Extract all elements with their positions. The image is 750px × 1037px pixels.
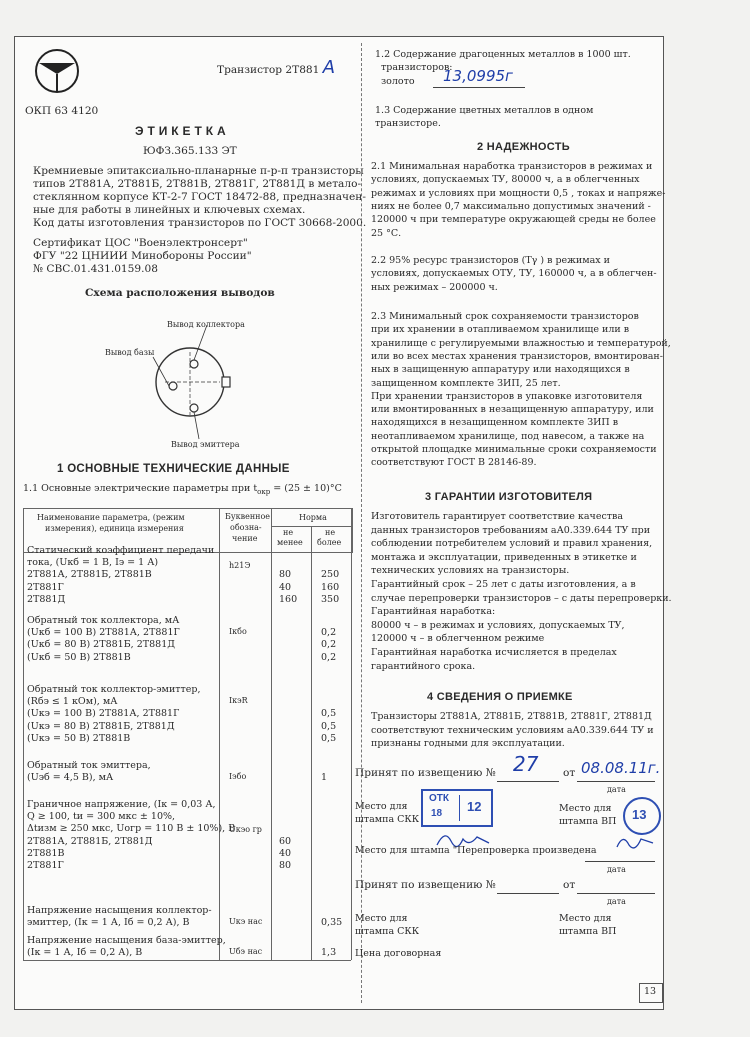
table-cell-min: 160 bbox=[279, 593, 298, 605]
table-cell-param: (Rбэ ≤ 1 кОм), мА bbox=[27, 696, 118, 708]
table-cell-param: Обратный ток коллектора, мА bbox=[27, 615, 180, 626]
text-line: При хранении транзисторов в упаковке изготовителя bbox=[371, 390, 643, 402]
table-cell-max: 0,5 bbox=[321, 720, 337, 732]
text-line: открытой площадке минимальные сроки сохраняемости bbox=[371, 444, 657, 455]
text-line: признаны годными для эксплуатации. bbox=[371, 738, 565, 750]
table-cell-symbol: Iэбо bbox=[229, 772, 247, 781]
doc-code: ЮФЗ.365.133 ЭТ bbox=[143, 145, 237, 157]
column-divider bbox=[361, 43, 362, 1003]
collector-label: Вывод коллектора bbox=[167, 320, 245, 329]
table-cell-max: 0,2 bbox=[321, 651, 337, 663]
otk-stamp: ОТК 18 12 bbox=[421, 789, 493, 827]
table-cell-param: (Uкб = 100 В) 2Т881А, 2Т881Г bbox=[27, 627, 180, 639]
section1-title: 1 ОСНОВНЫЕ ТЕХНИЧЕСКИЕ ДАННЫЕ bbox=[57, 463, 290, 475]
table-cell-param: Δtизм ≥ 250 мкс, Uогр = 110 В ± 10%), В bbox=[27, 823, 236, 835]
table-cell-max: 0,5 bbox=[321, 732, 337, 744]
table-cell-param: Обратный ток эмиттера, bbox=[27, 760, 151, 771]
product-name: Транзистор 2Т881 А bbox=[217, 57, 336, 78]
text-line: 2.3 Минимальный срок сохраняемости транзисторов bbox=[371, 311, 639, 322]
text-line: условиях, допускаемых ТУ, 80000 ч, а в облегченных bbox=[371, 174, 640, 186]
page-title: Э Т И К Е Т К А bbox=[135, 124, 226, 138]
table-cell-symbol: Uбэ нас bbox=[229, 947, 263, 956]
section3-title: 3 ГАРАНТИИ ИЗГОТОВИТЕЛЯ bbox=[425, 491, 593, 503]
table-cell-param: 2Т881В bbox=[27, 847, 65, 859]
table-cell-param: 2Т881А, 2Т881Б, 2Т881В bbox=[27, 569, 152, 581]
text-line: ных в защищенную аппаратуру или находящихся в bbox=[371, 364, 630, 376]
text-line: неотапливаемом хранилище, под навесом, а также на bbox=[371, 430, 645, 442]
table-cell-min: 80 bbox=[279, 569, 292, 581]
table-cell-param: 2Т881Д bbox=[27, 593, 66, 605]
table-cell-param: (Uкб = 80 В) 2Т881Б, 2Т881Д bbox=[27, 639, 175, 651]
table-cell-min: 80 bbox=[279, 860, 292, 871]
table-cell-max: 1,3 bbox=[321, 947, 337, 959]
price-note: Цена договорная bbox=[355, 948, 442, 959]
table-cell-max: 0,35 bbox=[321, 917, 343, 929]
table-cell-param: Статический коэффициент передачи bbox=[27, 545, 215, 556]
vp-place-2: Место для bbox=[559, 913, 612, 924]
text-line: технических условиях на транзисторы. bbox=[371, 565, 570, 577]
table-cell-param: (Iк = 1 А, Iб = 0,2 А), В bbox=[27, 947, 143, 959]
text-line: ниях не более 0,7 максимально допустимых значений - bbox=[371, 200, 651, 212]
text-line: режимах и условиях при мощности 0,5 , токах и напряже- bbox=[371, 187, 666, 199]
skk-place-2: Место для bbox=[355, 913, 408, 924]
text-line: 2.1 Минимальная наработка транзисторов в режимах и bbox=[371, 161, 653, 172]
text-line: при их хранении в отапливаемом хранилище или в bbox=[371, 324, 630, 336]
table-cell-param: (Uкэ = 100 В) 2Т881А, 2Т881Г bbox=[27, 708, 180, 720]
text-line: Гарантийная наработка исчисляется в пределах bbox=[371, 647, 617, 658]
text-line: 2.2 95% ресурс транзисторов (Tγ ) в режимах и bbox=[371, 255, 610, 266]
table-cell-param: тока, (Uкб = 1 В, Iэ = 1 А) bbox=[27, 557, 159, 569]
recheck-line: Место для штампа "Перепроверка произведена bbox=[355, 845, 597, 856]
table-cell-param: (Uкэ = 50 В) 2Т881В bbox=[27, 732, 131, 744]
table-cell-min: 60 bbox=[279, 835, 292, 847]
table-cell-param: Напряжение насыщения база-эмиттер, bbox=[27, 935, 226, 946]
table-cell-max: 0,2 bbox=[321, 639, 337, 651]
text-line: Транзисторы 2Т881А, 2Т881Б, 2Т881В, 2Т881Г, 2Т881Д bbox=[371, 711, 652, 722]
scheme-title: Схема расположения выводов bbox=[85, 287, 275, 299]
label-sheet: Транзистор 2Т881 А ОКП 63 4120 Э Т И К Е Т К А ЮФЗ.365.133 ЭТ Кремниевые эпитаксиально-планарные п-р-п транзисторы типов 2Т881А, 2Т881Б, 2Т881В, 2Т881Г, 2Т881Д в метало- стеклянном корпусе КТ-2-7 ГОСТ 18472-88, предназначен- ные для работы в линейных и ключевых схемах. Код даты изготовления транзисторов по ГОСТ 30668-2000. Сертификат ЦОС "Военэлектронсерт" ФГУ "22 ЦНИИИ Минобороны России" № СВС.01.431.0159.08 Схема расположения выводов Вывод коллектора Вывод базы Вывод эмиттера 1 ОСНОВНЫЕ ТЕХНИЧЕСКИЕ ДАННЫЕ 1.1 Основные электрические параметры при $t_{окр} = (25 \pm 10)^\circ С$ Наименование параметра, (режим измерения), единица измерения Буквенное обозна- чение Норма не менее не более Статический коэффициент передачи тока, (Uкб = 1 В, Iэ = 1 А) 2Т881А, 2Т881Б, 2Т881В 2Т881Г 2Т881Д h21Э 80 40 160 250 160 350 Обратный ток коллектора, мА (Uкб = 100 В) 2Т881А, 2Т881Г (Uкб = 80 В) 2Т881Б, 2Т881Д (Uкб = 50 В) 2Т881В Iкбо 0,2 0,2 0,2 Обратный ток коллектор-эмиттер, (Rбэ ≤ 1 кОм), мА (Uкэ = 100 В) 2Т881А, 2Т881Г (Uкэ = 80 В) 2Т881Б, 2Т881Д (Uкэ = 50 В) 2Т881В IкэR 0,5 0,5 0,5 Обратный ток эмиттера, (Uэб = 4,5 В), мА Iэбо 1 Граничное напряжение, (Iк = 0,03 А, Q ≥ 100, tи = 300 мкс ± 10%, Δtизм ≥ 250 мкс, Uогр = 110 В ± 10%), В 2Т881А, 2Т881Б, 2Т881Д 2Т881В 2Т881Г Uкэо гр 60 40 80 Напряжение насыщения коллектор- эмиттер, (Iк = 1 А, Iб = 0,2 А), В Uкэ нас 0,35 Напряжение насыщения база-эмиттер, (Iк = 1 А, Iб = 0,2 А), В Uбэ нас 1,3 1.2 Содержание драгоценных металлов в 1000 шт. транзисторов: золото 13,0995г 1.3 Содержание цветных металлов в одном транзисторе. 2 НАДЕЖНОСТЬ 2.1 Минимальная наработка транзисторов в режимах и условиях, допускаемых ТУ, 80000 ч, а в облегченных режимах и условиях при мощности 0,5 , токах и напряже- ниях не более 0,7 максимально допустимых значений - 120000 ч при температуре окружающей среды не более 25 °С. 2.2 95% ресурс транзисторов (Tγ ) в режимах и условиях, допускаемых ОТУ, ТУ, 160000 ч, а в облегчен- ных режимах – 200000 ч. 2.3 Минимальный срок сохраняемости транзисторов при их хранении в отапливаемом хранилище или в хранилище с регулируемыми влажностью и температурой, или во всех местах хранения транзисторов, вмонтирован- ных в защищенную аппаратуру или находящихся в защищенном комплекте ЗИП, 25 лет. При хранении транзисторов в упаковке изготовителя или вмонтированных в незащищенную аппаратуру, или находящихся в незащищенном комплекте ЗИП в неотапливаемом хранилище, под навесом, а также на открытой площадке минимальные сроки сохраняемости соответствуют ГОСТ В 28146-89. 3 ГАРАНТИИ ИЗГОТОВИТЕЛЯ Изготовитель гарантирует соответствие качества данных транзисторов требованиям аА0.339.644 ТУ при соблюдении потребителем условий и правил хранения, монтажа и эксплуатации, приведенных в этикетке и технических условиях на транзисторы. Гарантийный срок – 25 лет с даты изготовления, а в случае перепроверки транзисторов – с даты перепроверки. Гарантийная наработка: 80000 ч – в режимах и условиях, допускаемых ТУ, 120000 ч – в облегченном режиме Гарантийная наработка исчисляется в пределах гарантийного срока. 4 СВЕДЕНИЯ О ПРИЕМКЕ Транзисторы 2Т881А, 2Т881Б, 2Т881В, 2Т881Г, 2Т881Д соответствуют техническим условиям аА0.339.644 ТУ и признаны годными для эксплуатации. Принят по извещению № 27 от 08.08.11г. дата Место для штампа СКК ОТК 18 12 Место для штампа ВП 13 Место для штампа "Перепроверка произведена дата Принят по извещению № от дата Место для штампа СКК Место для штампа ВП Цена договорная 13 bbox=[14, 36, 664, 1010]
table-cell-symbol: IкэR bbox=[229, 696, 248, 705]
table-cell-param: Граничное напряжение, (Iк = 0,03 А, bbox=[27, 799, 216, 810]
text-line: Изготовитель гарантирует соответствие качества bbox=[371, 511, 624, 522]
manufacturer-logo bbox=[33, 47, 81, 95]
signature-vp bbox=[613, 831, 657, 855]
text-line: соблюдении потребителем условий и правил хранения, bbox=[371, 538, 653, 550]
text-line: или во всех местах хранения транзисторов, вмонтирован- bbox=[371, 350, 663, 362]
section4-title: 4 СВЕДЕНИЯ О ПРИЕМКЕ bbox=[427, 691, 573, 703]
text-line: соответствуют техническим условиям аА0.339.644 ТУ и bbox=[371, 724, 654, 736]
table-cell-min: 40 bbox=[279, 847, 292, 859]
section1-subtitle: 1.1 Основные электрические параметры при $t_{окр} = (25 \pm 10)^\circ С$ bbox=[23, 483, 342, 496]
base-label: Вывод базы bbox=[105, 348, 155, 357]
okp-code: ОКП 63 4120 bbox=[25, 105, 99, 117]
table-cell-max: 160 bbox=[321, 581, 340, 593]
table-cell-param: (Uэб = 4,5 В), мА bbox=[27, 772, 114, 784]
section2-title: 2 НАДЕЖНОСТЬ bbox=[477, 141, 570, 153]
table-cell-symbol: Uкэ нас bbox=[229, 917, 263, 926]
text-line: монтажа и эксплуатации, приведенных в этикетке и bbox=[371, 551, 637, 563]
text-line: хранилище с регулируемыми влажностью и температурой, bbox=[371, 337, 671, 349]
notice-number: 27 bbox=[513, 752, 539, 776]
table-cell-param: 2Т881Г bbox=[27, 581, 64, 593]
text-line: ных режимах – 200000 ч. bbox=[371, 281, 498, 293]
text-line: 120000 ч при температуре окружающей среды не более bbox=[371, 214, 656, 226]
table-cell-symbol: Iкбо bbox=[229, 627, 247, 636]
vp-place-1: Место для bbox=[559, 803, 612, 814]
skk-place-1: Место для bbox=[355, 801, 408, 812]
table-cell-param: 2Т881А, 2Т881Б, 2Т881Д bbox=[27, 835, 153, 847]
table-cell-max: 250 bbox=[321, 569, 340, 581]
text-line: условиях, допускаемых ОТУ, ТУ, 160000 ч, а в облегчен- bbox=[371, 268, 657, 280]
table-cell-symbol: h21Э bbox=[229, 561, 251, 570]
text-line: 25 °С. bbox=[371, 227, 402, 239]
text-line: 80000 ч – в режимах и условиях, допускаемых ТУ, bbox=[371, 619, 625, 631]
text-line: Гарантийная наработка: bbox=[371, 606, 496, 618]
gold-value: 13,0995г bbox=[443, 67, 513, 85]
table-cell-max: 0,5 bbox=[321, 708, 337, 720]
table-cell-min: 40 bbox=[279, 581, 292, 593]
text-line: случае перепроверки транзисторов – с даты перепроверки. bbox=[371, 592, 672, 604]
table-cell-param: (Uкэ = 80 В) 2Т881Б, 2Т881Д bbox=[27, 720, 175, 732]
acceptance-date: 08.08.11г. bbox=[581, 759, 661, 777]
table-cell-param: 2Т881Г bbox=[27, 860, 64, 871]
table-cell-param: Q ≥ 100, tи = 300 мкс ± 10%, bbox=[27, 811, 176, 823]
text-line: 120000 ч – в облегченном режиме bbox=[371, 633, 545, 645]
emitter-label: Вывод эмиттера bbox=[171, 440, 240, 449]
text-line: или вмонтированных в незащищенную аппаратуру, или bbox=[371, 404, 654, 416]
table-cell-max: 1 bbox=[321, 772, 328, 784]
table-cell-symbol: Uкэо гр bbox=[229, 825, 262, 834]
text-line: находящихся в незащищенном комплекте ЗИП в bbox=[371, 417, 619, 429]
table-cell-param: Напряжение насыщения коллектор- bbox=[27, 905, 212, 916]
table-cell-param: (Uкб = 50 В) 2Т881В bbox=[27, 651, 131, 663]
table-cell-param: Обратный ток коллектор-эмиттер, bbox=[27, 684, 201, 695]
text-line: Гарантийный срок – 25 лет с даты изготовления, а в bbox=[371, 579, 636, 590]
table-cell-max: 0,2 bbox=[321, 627, 337, 639]
vp-stamp: 13 bbox=[623, 797, 661, 835]
table-cell-max: 350 bbox=[321, 593, 340, 605]
text-line: соответствуют ГОСТ В 28146-89. bbox=[371, 457, 537, 469]
text-line: данных транзисторов требованиям аА0.339.644 ТУ при bbox=[371, 524, 651, 536]
table-cell-param: эмиттер, (Iк = 1 А, Iб = 0,2 А), В bbox=[27, 917, 190, 929]
text-line: гарантийного срока. bbox=[371, 660, 476, 672]
text-line: защищенном комплекте ЗИП, 25 лет. bbox=[371, 377, 561, 389]
